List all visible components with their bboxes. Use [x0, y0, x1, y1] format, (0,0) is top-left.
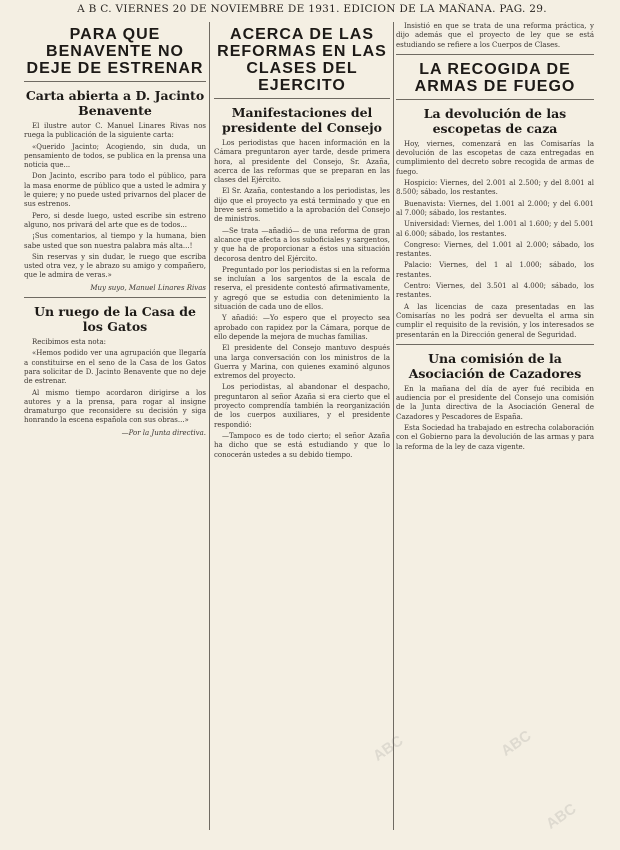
paragraph: Universidad: Viernes, del 1.001 al 1.600; y del 5.001 al 6.000; sábado, los restantes.: [396, 220, 594, 238]
divider: [24, 297, 206, 298]
paragraph: Centro: Viernes, del 3.501 al 4.000; sábado, los restantes.: [396, 282, 594, 300]
paragraph: A las licencias de caza presentadas en las Comisarías no les podrá ser devuelta el arma sin cumplir el requisito de la revisión, y los interesados se presentarán en la Dirección general de Seguridad.: [396, 302, 594, 339]
paragraph: «Querido Jacinto; Acogiendo, sin duda, un pensamiento de todos, se publica en la prensa una noticia que...: [24, 142, 206, 170]
paragraph: Congreso: Viernes, del 1.001 al 2.000; sábado, los restantes.: [396, 240, 594, 259]
column-rule: [393, 22, 394, 830]
paragraph: Pero, si desde luego, usted escribe sin estreno alguno, nos privará del arte que es de todos...: [24, 211, 206, 229]
paragraph: —Se trata —añadió— de una reforma de gran alcance que afecta a los suboficiales y sargentos, y que ha de proporcionar a éstos una situación decorosa dentro del Ejército.: [214, 226, 390, 263]
paragraph: Preguntado por los periodistas si en la reforma se incluían a los sargentos de la escala de reserva, el presidente contestó afirmativamente, y agregó que se estudia con detenimiento la situación de cada uno de ellos.: [214, 265, 390, 312]
paragraph: «Hemos podido ver una agrupación que llegaría a constituirse en el seno de la Casa de los Gatos para solicitar de D. Jacinto Benavente que no deje de estrenar.: [24, 349, 206, 386]
paragraph: Al mismo tiempo acordaron dirigirse a los autores y a la prensa, para rogar al insigne dramaturgo que reconsidere su decisión y siga honrando la escena española con sus obras...»: [24, 388, 206, 425]
divider: [396, 99, 594, 100]
paragraph: Insistió en que se trata de una reforma práctica, y dijo además que el proyecto de ley que se está estudiando se refiere a los Cuerpos de Clases.: [396, 22, 594, 49]
divider: [24, 81, 206, 82]
paragraph: Los periodistas, al abandonar el despacho, preguntaron al señor Azaña si era cierto que el proyecto comprendía también la reorganización de los cuerpos auxiliares, y el presidente respondió:: [214, 383, 390, 429]
article-subtitle: La devolución de las escopetas de caza: [423, 105, 567, 136]
paragraph: En la mañana del día de ayer fué recibida en audiencia por el presidente del Consejo una comisión de la Junta directiva de la Asociación General de Cazadores y Pescadores de España.: [396, 384, 594, 421]
paragraph: Los periodistas que hacen información en la Cámara preguntaron ayer tarde, desde primera hora, al presidente del Consejo, Sr. Azaña, acerca de las reformas que se preparan en las clases del Ejército.: [214, 139, 390, 185]
paragraph: Sin reservas y sin dudar, le ruego que escriba usted otra vez, y le abrazo su amigo y compañero, que le admira de veras.»: [24, 252, 206, 280]
paragraph: Don Jacinto, escribo para todo el público, para la masa enorme de público que a usted le admira y le quiere; y no puede usted privarnos del placer de sus estrenos.: [24, 172, 206, 209]
paragraph: Recibimos esta nota:: [32, 338, 106, 347]
column-left: [24, 22, 206, 840]
paragraph: —Tampoco es de todo cierto; el señor Azaña ha dicho que se está estudiando y que lo conocerán ustedes a su debido tiempo.: [214, 431, 390, 459]
article-title: Un ruego de la Casa de los Gatos: [34, 304, 196, 335]
divider: [396, 54, 594, 55]
article-title: Una comisión de la Asociación de Cazadores: [408, 350, 582, 381]
column-rule: [209, 22, 210, 830]
column-middle: [214, 22, 390, 840]
headline-benavente: PARA QUE BENAVENTE NO DEJE DE ESTRENAR: [26, 26, 204, 77]
page-masthead: A B C. VIERNES 20 DE NOVIEMBRE DE 1931. EDICION DE LA MAÑANA. PAG. 29.: [77, 3, 547, 15]
paragraph: El ilustre autor C. Manuel Linares Rivas nos ruega la publicación de la siguiente carta:: [24, 122, 206, 140]
watermark-stamp: ABC: [543, 800, 580, 833]
column-right: [396, 22, 594, 840]
watermark-stamp: ABC: [370, 732, 407, 765]
paragraph: Hospicio: Viernes, del 2.001 al 2.500; y del 8.001 al 8.500; sábado, los restantes.: [396, 179, 594, 197]
signature: Muy suyo, Manuel Linares Rivas: [90, 283, 206, 292]
paragraph: Esta Sociedad ha trabajado en estrecha colaboración con el Gobierno para la devolución de las armas y para la reforma de la ley de caza vigente.: [396, 424, 594, 451]
divider: [396, 344, 594, 345]
headline-reformas: ACERCA DE LAS REFORMAS EN LAS CLASES DEL EJERCITO: [217, 26, 387, 94]
paragraph: Palacio: Viernes, del 1 al 1.000; sábado, los restantes.: [396, 261, 594, 279]
article-subtitle: Manifestaciones del presidente del Consejo: [222, 105, 382, 135]
headline-armas: LA RECOGIDA DE ARMAS DE FUEGO: [414, 60, 576, 95]
divider: [214, 98, 390, 99]
paragraph: El presidente del Consejo mantuvo después una larga conversación con los ministros de la Guerra y Marina, con quienes examinó algunos extremos del proyecto.: [214, 344, 390, 381]
paragraph: ¡Sus comentarios, al tiempo y la humana, bien sabe usted que son nuestra palabra más alta...!: [24, 232, 206, 250]
paragraph: Y añadió: —Yo espero que el proyecto sea aprobado con rapidez por la Cámara, porque de ello depende la mejora de muchas familias.: [214, 314, 390, 341]
paragraph: Hoy, viernes, comenzará en las Comisarías la devolución de las escopetas de caza entregadas en cumplimiento del decreto sobre recogida de armas de fuego.: [396, 139, 594, 176]
paragraph: Buenavista: Viernes, del 1.001 al 2.000; y del 6.001 al 7.000; sábado, los restantes.: [396, 199, 594, 217]
paragraph: El Sr. Azaña, contestando a los periodistas, les dijo que el proyecto ya está terminado y que en breve será sometido a la aprobación del Consejo de ministros.: [214, 187, 390, 224]
watermark-stamp: ABC: [498, 727, 535, 760]
signature: —Por la Junta directiva.: [121, 428, 206, 437]
letter-title: Carta abierta a D. Jacinto Benavente: [25, 88, 205, 118]
